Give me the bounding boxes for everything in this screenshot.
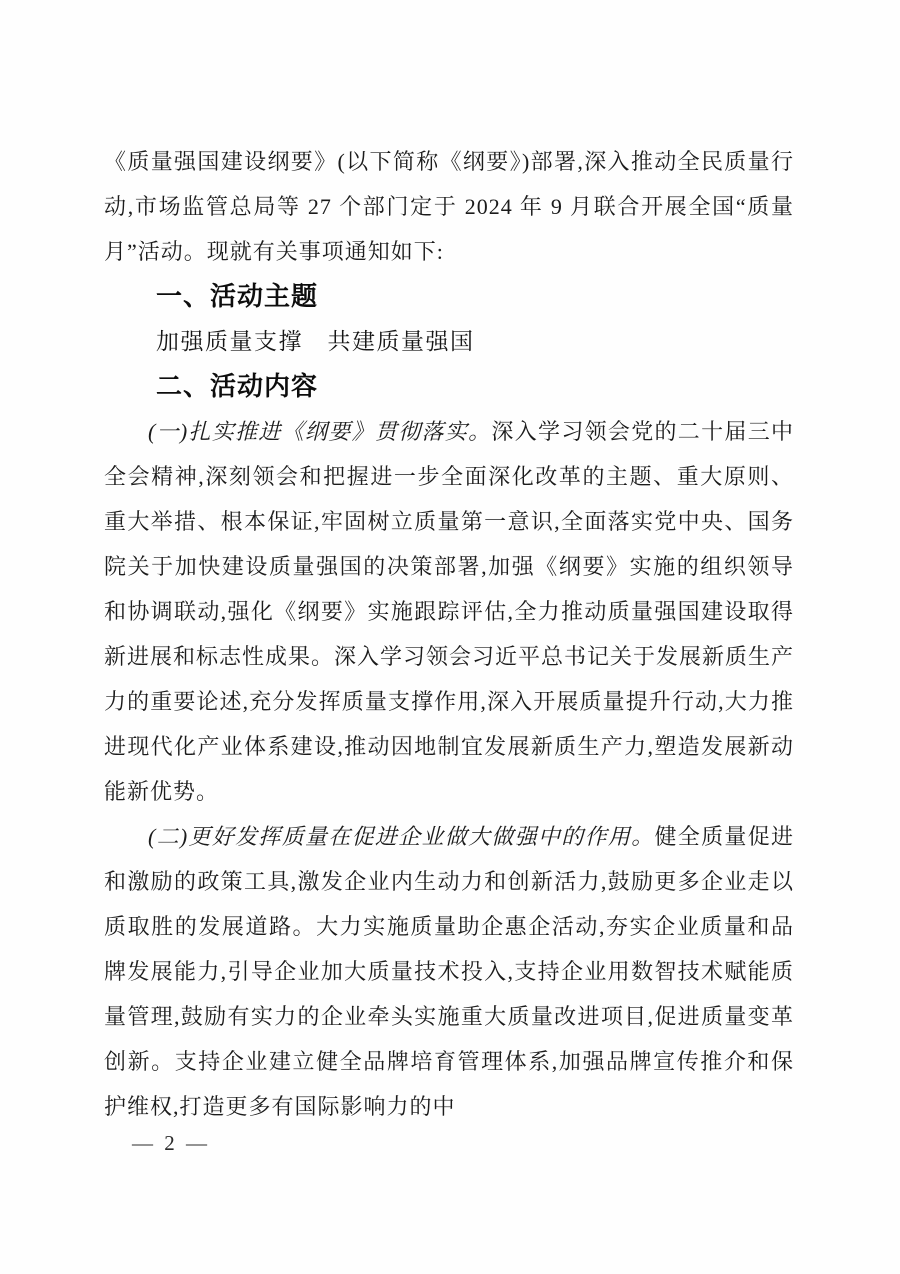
content-item-1-paragraph (104, 409, 794, 814)
content-item-1-text: 深入学习领会党的二十届三中全会精神,深刻领会和把握进一步全面深化改革的主题、重大原则、重大举措、根本保证,牢固树立质量第一意识,全面落实党中央、国务院关于加快建设质量强国的决策部署,加强《纲要》实施的组织领导和协调联动,强化《纲要》实施跟踪评估,全力推动质量强国建设取得新进展和标志性成果。深入学习领会习近平总书记关于发展新质生产力的重要论述,充分发挥质量支撑作用,深入开展质量提升行动,大力推进现代化产业体系建设,推动因地制宜发展新质生产力,塑造发展新动能新优势。 (104, 419, 795, 804)
content-item-2-text: 健全质量促进和激励的政策工具,激发企业内生动力和创新活力,鼓励更多企业走以质取胜的发展道路。大力实施质量助企惠企活动,夯实企业质量和品牌发展能力,引导企业加大质量技术投入,支持企业用数智技术赋能质量管理,鼓励有实力的企业牵头实施重大质量改进项目,促进质量变革创新。支持企业建立健全品牌培育管理体系,加强品牌宣传推介和保护维权,打造更多有国际影响力的中 (104, 824, 794, 1119)
section-heading-activity-theme: 一、活动主题 (156, 281, 319, 311)
page-number: — 2 — (132, 1131, 210, 1155)
intro-paragraph: 《质量强国建设纲要》(以下简称《纲要》)部署,深入推动全民质量行动,市场监管总局等 27 个部门定于 2024 年 9 月联合开展全国“质量月”活动。现就有关事项通知如下: (104, 149, 794, 264)
content-item-2-lead: (二)更好发挥质量在促进企业做大做强中的作用。 (148, 824, 655, 849)
content-item-2-paragraph (104, 814, 794, 1129)
section-heading-activity-content: 二、活动内容 (156, 371, 319, 401)
activity-theme-slogan: 加强质量支撑 共建质量强国 (156, 329, 475, 354)
document-text-block (104, 139, 794, 1129)
content-item-1-lead: (一)扎实推进《纲要》贯彻落实。 (148, 419, 492, 444)
